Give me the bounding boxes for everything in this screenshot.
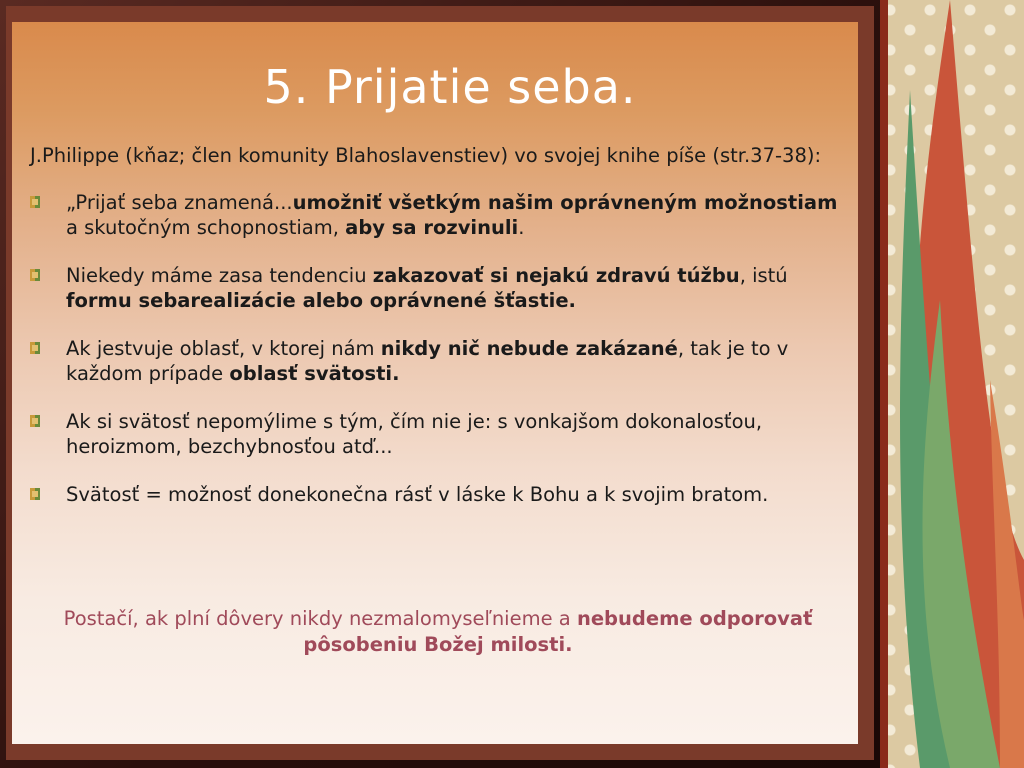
intro-paragraph: J.Philippe (kňaz; člen komunity Blahoslavenstiev) vo svojej knihe píše (str.37-38):: [30, 144, 822, 167]
bold-text: oblasť svätosti.: [229, 362, 400, 385]
bullet-marker-icon: [30, 415, 40, 427]
bullet-text: [66, 190, 842, 240]
text-run: , istú: [739, 264, 788, 287]
text-run: .: [518, 216, 525, 239]
text-run: Ak jestvuje oblasť, v ktorej nám: [66, 337, 381, 360]
bullet-item: [30, 482, 842, 507]
bold-text: nikdy nič nebude zakázané: [380, 337, 678, 360]
bullet-marker-icon: [48, 612, 58, 624]
bullet-item: [30, 190, 842, 240]
bullet-text: [66, 409, 842, 459]
bullet-item: [30, 409, 842, 459]
bold-text: umožniť všetkým našim oprávneným možnostiam: [292, 191, 838, 214]
bold-text: nebudeme odporovať pôsobeniu Božej milosti.: [303, 607, 813, 656]
bullet-marker-icon: [30, 196, 40, 208]
bullet-item: [30, 263, 842, 313]
closing-text: [64, 607, 813, 656]
bullet-item: [30, 336, 842, 386]
slide-title: 5. Prijatie seba.: [263, 60, 637, 114]
closing-statement: [48, 606, 828, 658]
text-run: a skutočným schopnostiam,: [66, 216, 346, 239]
bold-text: zakazovať si nejakú zdravú túžbu: [372, 264, 740, 287]
bullet-marker-icon: [30, 488, 40, 500]
text-run: Postačí, ak plní dôvery nikdy nezmalomyseľnieme a: [63, 607, 577, 630]
bullet-list: [30, 190, 842, 507]
decorative-leaves: [880, 0, 1024, 768]
bullet-text: [66, 263, 842, 313]
text-run: Ak si svätosť nepomýlime s tým, čím nie je: s vonkajšom dokonalosťou, heroizmom, bezchybnosťou atď...: [66, 410, 763, 458]
bullet-marker-icon: [30, 269, 40, 281]
slide-body: [30, 143, 842, 530]
text-run: Svätosť = možnosť donekonečna rásť v láske k Bohu a k svojim bratom.: [66, 483, 769, 506]
bold-text: aby sa rozvinuli: [345, 216, 519, 239]
decorative-strip: [880, 0, 1024, 768]
bold-text: formu sebarealizácie alebo oprávnené šťastie.: [66, 289, 576, 312]
text-run: „Prijať seba znamená...: [66, 191, 293, 214]
bullet-text: [66, 336, 842, 386]
strip-edge: [880, 0, 888, 768]
text-run: Niekedy máme zasa tendenciu: [66, 264, 373, 287]
text-run: , tak je to v každom prípade: [66, 337, 789, 385]
bullet-marker-icon: [30, 342, 40, 354]
bullet-text: [66, 482, 842, 507]
